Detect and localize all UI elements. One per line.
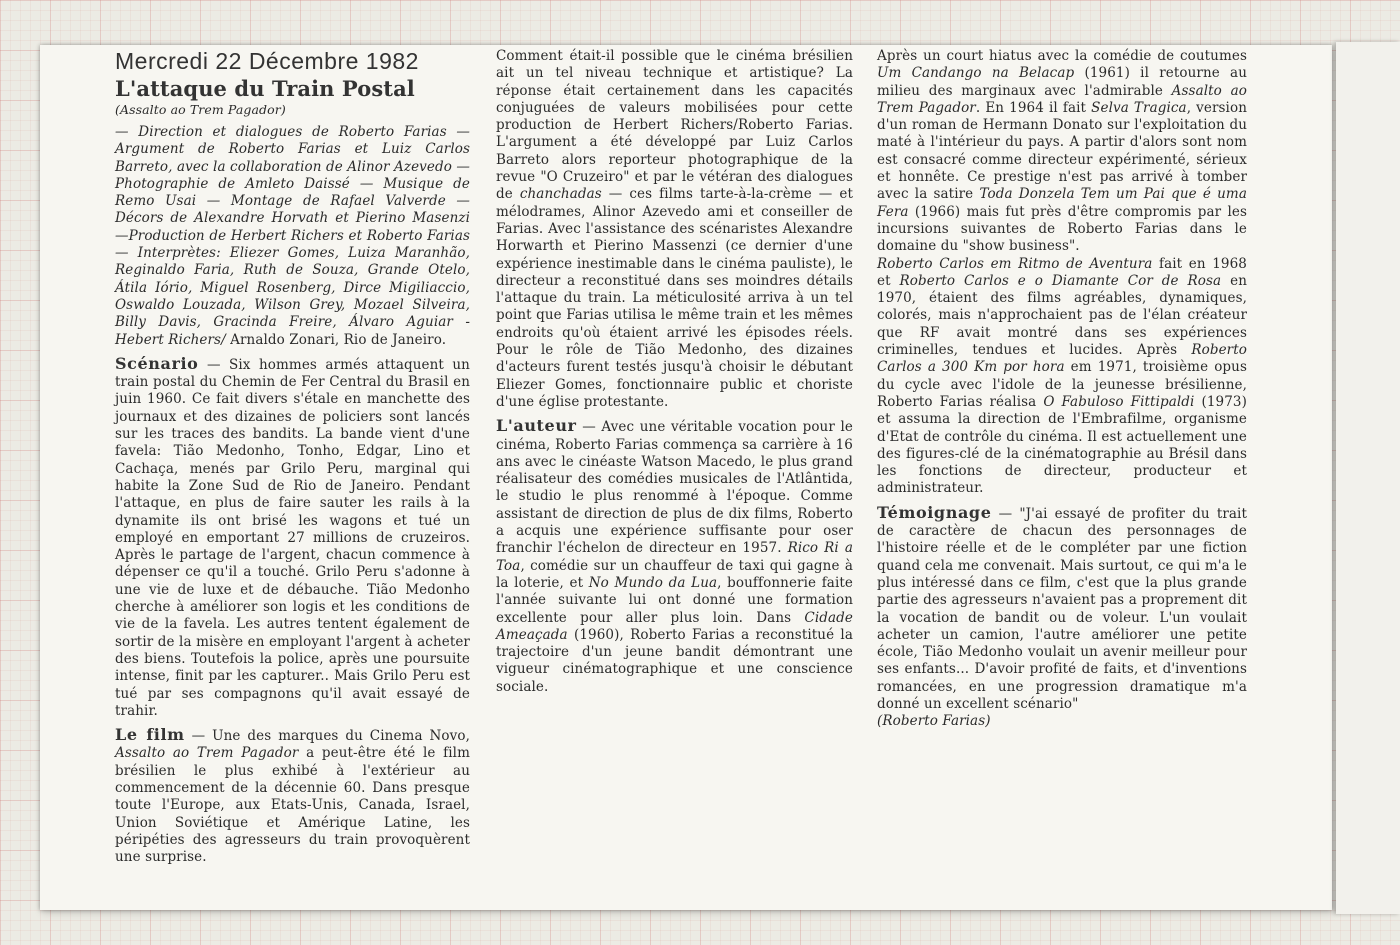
scenario-heading: Scénario (115, 353, 199, 373)
article-subtitle: (Assalto ao Trem Pagador) (115, 102, 286, 117)
column-1 (115, 48, 470, 866)
auteur-p3-i3: Roberto Carlos a 300 Km por hora (877, 342, 1247, 376)
next-page-edge (1336, 42, 1400, 914)
film-p2-italic: chanchadas (519, 186, 602, 203)
auteur-p3-t1: fait en 1968 et (877, 255, 1247, 289)
auteur-t1: — Avec une véritable vocation pour le cinéma, Roberto Farias commença sa carrière à 16 ans avec le cinéaste Watson Macedo, le plus grand réalisateur des comédies musicales de l'Atlântida, le studio le plus renommé à l'époque. Comme assistant de direction de plus de dix films, Roberto a acquis une expérience suffisante pour oser franchir l'échelon de directeur en 1957. (496, 419, 853, 557)
credits-text: — Direction et dialogues de Roberto Farias — Argument de Roberto Farias et Luiz Carlos Barreto, avec la collaboration de Alinor Azevedo — Photographie de Amleto Daissé — Musique de Remo Usai — Montage de Rafael Valverde — Décors de Alexandre Horvath et Pierino Masenzi —Production de Herbert Richers et Roberto Farias — Interprètes: Eliezer Gomes, Luiza Maranhão, Reginaldo Faria, Ruth de Souza, Grande Otelo, Átila Iório, Miguel Rosenberg, Dirce Migiliaccio, Oswaldo Louzada, Wilson Grey, Mozael Silveira, Billy Davis, Gracinda Freire, Álvaro Aguiar - Hebert Richers/ (115, 124, 470, 348)
film-paragraph-2 (496, 48, 853, 411)
auteur-paragraph-3 (877, 256, 1247, 498)
auteur-i2: No Mundo da Lua (588, 574, 718, 591)
auteur-p2-t1: Après un court hiatus avec la comédie de coutumes (877, 48, 1247, 64)
auteur-heading: L'auteur (496, 416, 577, 436)
auteur-t4: (1960), Roberto Farias a reconstitué la trajectoire d'un jeune bandit démontrant une vigueur cinématographique et une conscience sociale. (496, 626, 853, 695)
film-text-before: — Une des marques du Cinema Novo, (191, 728, 470, 745)
auteur-p3-i4: O Fabuloso Fittipaldi (1043, 393, 1195, 410)
article-date: Mercredi 22 Décembre 1982 (115, 48, 419, 74)
film-text-after: a peut-être été le film brésilien le plus exhibé à l'extérieur au commencement de la décennie 60. Dans presque toute l'Europe, aux Etats-Unis, Canada, Israel, Union Soviétique et Amérique Latine, les péripéties des agresseurs du train provoquèrent une surprise. (115, 745, 470, 866)
auteur-p2-i4: Toda Donzela Tem um Pai que é uma Fera (877, 186, 1247, 220)
film-p2-b: — ces films tarte-à-la-crème — et mélodrames, Alinor Azevedo ami et conseiller de Farias. Avec l'assistance des scénaristes Alexandre Horwarth et Pierino Massenzi (ce dernier d'une expérience inestimable dans le cinéma pauliste), le directeur a reconstitué dans ses moindres détails l'attaque du train. La méticulosité arriva à un tel point que Farias utilisa le même train et les mêmes endroits qu'où étaient arrivé les épisodes réels. Pour le rôle de Tião Medonho, des dizaines d'acteurs furent testés jusqu'à choisir le débutant Eliezer Gomes, fonctionnaire public et choriste d'une église protestante. (496, 186, 853, 410)
auteur-p2-i2: Assalto ao Trem Pagador (877, 82, 1247, 116)
column-3 (877, 48, 1247, 731)
auteur-p2-t3: . En 1964 il fait (975, 99, 1087, 116)
film-section (115, 726, 470, 866)
auteur-p3-t2: en 1970, étaient des films agréables, dynamiques, colorés, mais n'approchaient pas de l'élan créateur que RF avait montré dans ses expériences criminelles, tendues et lucides. Après (877, 272, 1247, 359)
temoignage-heading: Témoignage (877, 502, 992, 522)
credits-block (115, 124, 470, 349)
column-2 (496, 48, 853, 696)
signature-text: (Roberto Farias) (877, 713, 991, 730)
auteur-i1: Rico Ri a Toa (496, 540, 853, 574)
auteur-p3-t4: (1973) et assuma la direction de l'Embrafilme, organisme d'Etat de contrôle du cinéma. Il est actuellement une des figures-clé de la cinématographie au Brésil dans les fonctions de directeur, producteur et administrateur. (877, 393, 1247, 497)
auteur-p2-t4: , version d'un roman de Hermann Donato sur l'exploitation du maté à l'intérieur du pays. A partir d'alors sont nom est consacré comme directeur expérimenté, sérieux et honnête. Ce prestige n'est pas arrivé à tomber avec la satire (877, 99, 1247, 203)
auteur-p2-t2: (1961) il retourne au milieu des marginaux avec l'admirable (877, 65, 1247, 99)
film-p2-a: Comment était-il possible que le cinéma brésilien ait un tel niveau technique et artistique? La réponse était certainement dans les capacités conjuguées de valeurs mobilisées pour cette production de Herbert Richers/Roberto Farias. L'argument a été développé par Luiz Carlos Barreto alors reporteur photographique de la revue "O Cruzeiro" et par le vétéran des dialogues de (496, 48, 853, 203)
temoignage-section (877, 504, 1247, 714)
scenario-text: — Six hommes armés attaquent un train postal du Chemin de Fer Central du Brasil en juin 1960. Ce fait divers s'étale en manchette des journaux et des dizaines de policiers sont lancés sur les traces des bandits. La bande vient d'une favela: Tião Medonho, Tonho, Edgar, Lino et Cachaça, menés par Grilo Peru, marginal qui habite la Zone Sud de Rio de Janeiro. Pendant l'attaque, en plus de faire sauter les rails à la dynamite ils ont brisé les wagons et tué un employé en emportant 27 millions de cruzeiros. Après le partage de l'argent, chacun commence à dépenser ce qu'il a touché. Grilo Peru s'adonne à une vie de luxe et de débauche. Tião Medonho cherche à améliorer son logis et les conditions de vie de la favela. Les autres tentent également de sortir de la misère en employant l'argent à acheter des biens. Toutefois la police, après une poursuite intense, finit par les capturer.. Mais Grilo Peru est tué par ses compagnons qu'il avait essayé de trahir. (115, 356, 470, 719)
auteur-t3: , bouffonnerie faite l'année suivante lui ont donné une formation excellente pour aller plus loin. Dans (496, 574, 853, 626)
scenario-section (115, 355, 470, 720)
auteur-p3-i1: Roberto Carlos em Ritmo de Aventura (877, 255, 1153, 272)
film-heading: Le film (115, 725, 185, 745)
auteur-p3-t3: em 1971, troisième opus du cycle avec l'idole de la jeunesse brésilienne, Roberto Farias réalisa (877, 359, 1247, 410)
temoignage-text: — "J'ai essayé de profiter du trait de caractère de chacun des personnages de l'histoire réelle et de le compléter par une fiction quand cela me convenait. Mais surtout, ce qui m'a le plus intéressé dans ce film, c'est que la plus grande partie des agresseurs n'avaient pas a proprement dit la vocation de bandit ou de voleur. L'un voulait acheter un camion, l'autre améliorer une petite école, Tião Medonho voulait un avenir meilleur pour ses enfants... D'avoir profité de faits, et d'inventions romancées, en une progression dramatique m'a donné un excellent scénario" (877, 505, 1247, 712)
film-title-italic: Assalto ao Trem Pagador (115, 745, 299, 762)
auteur-section (496, 417, 853, 696)
temoignage-signature (877, 713, 1247, 730)
auteur-p2-t5: (1966) mais fut près d'être compromis par les incursions suivantes de Roberto Farias dans le domaine du "show business". (877, 203, 1247, 255)
article-title: L'attaque du Train Postal (115, 76, 415, 101)
auteur-paragraph-2 (877, 48, 1247, 256)
auteur-p2-i3: Selva Tragica (1091, 99, 1187, 116)
credits-place: Arnaldo Zonari, Rio de Janeiro. (230, 331, 447, 348)
auteur-i3: Cidade Ameaçada (496, 609, 853, 643)
auteur-p3-i2: Roberto Carlos e o Diamante Cor de Rosa (899, 272, 1222, 289)
auteur-p2-i1: Um Candango na Belacap (877, 65, 1075, 82)
auteur-t2: , comédie sur un chauffeur de taxi qui gagne à la loterie, et (496, 557, 853, 591)
